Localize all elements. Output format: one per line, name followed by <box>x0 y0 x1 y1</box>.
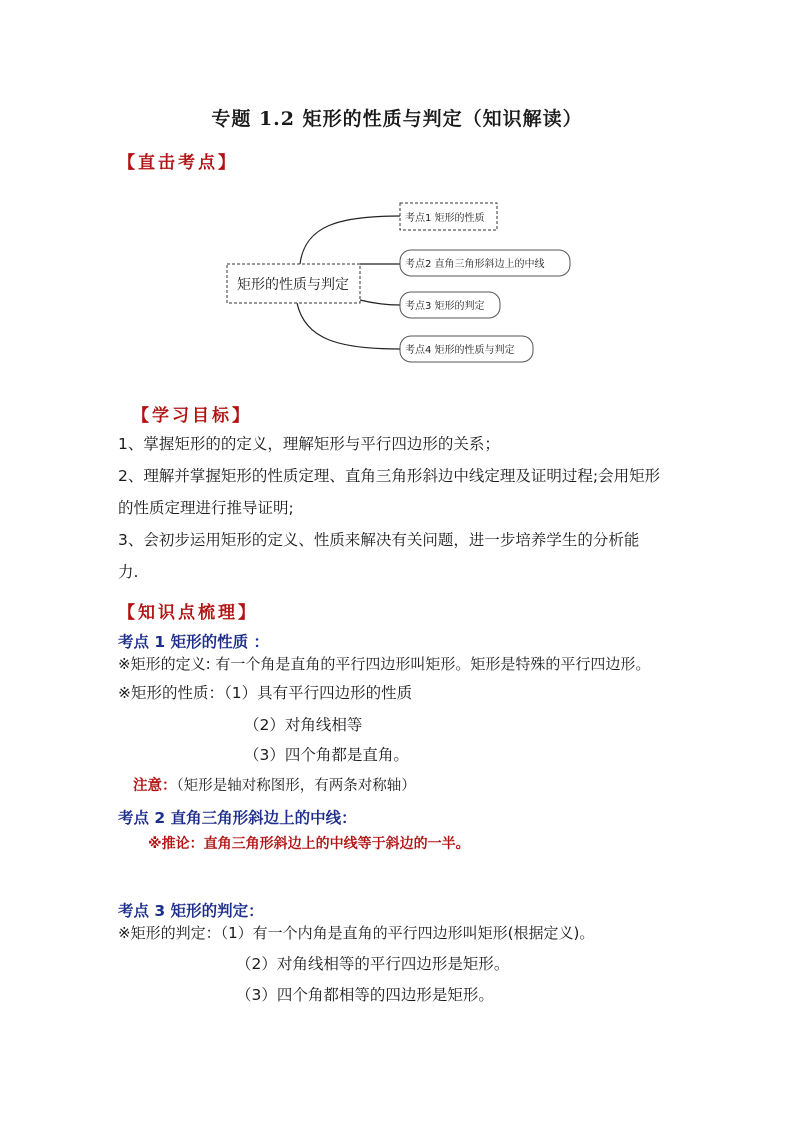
mindmap-branch-label: 考点2 直角三角形斜边上的中线 <box>405 259 545 270</box>
mindmap-branch-label: 考点4 矩形的性质与判定 <box>405 345 515 356</box>
kp3-criterion-2: （2）对角线相等的平行四边形是矩形。 <box>236 955 510 973</box>
goal-line: 2、理解并掌握矩形的性质定理、直角三角形斜边中线定理及证明过程;会用矩形 <box>118 467 661 485</box>
mindmap-branch-label: 考点1 矩形的性质 <box>405 213 485 224</box>
section-exam-points: 【直击考点】 <box>118 153 238 173</box>
kp1-property-2: （2）对角线相等 <box>244 716 363 734</box>
kp1-definition: ※矩形的定义: 有一个角是直角的平行四边形叫矩形。矩形是特殊的平行四边形。 <box>118 655 651 673</box>
goal-line: 力. <box>118 563 139 581</box>
mindmap-center-label: 矩形的性质与判定 <box>237 277 349 293</box>
goal-line: 1、掌握矩形的的定义，理解矩形与平行四边形的关系； <box>118 435 500 453</box>
connector-1 <box>300 216 400 264</box>
kp3-heading: 考点 3 矩形的判定： <box>118 902 264 920</box>
kp3-criterion-1: ※矩形的判定：（1）有一个内角是直角的平行四边形叫矩形(根据定义)。 <box>118 924 595 942</box>
kp3-criterion-3: （3）四个角都相等的四边形是矩形。 <box>236 986 494 1004</box>
note-text: （矩形是轴对称图形，有两条对称轴） <box>176 778 416 794</box>
goal-line: 的性质定理进行推导证明; <box>118 499 294 517</box>
connector-4 <box>297 303 400 349</box>
section-knowledge: 【知识点梳理】 <box>118 603 258 623</box>
connector-3 <box>360 300 400 305</box>
kp1-property-3: （3）四个角都是直角。 <box>244 746 409 764</box>
kp1-note <box>133 779 416 794</box>
mindmap <box>0 0 794 380</box>
note-label: 注意： <box>133 778 177 794</box>
page-title: 专题 1.2 矩形的性质与判定（知识解读） <box>211 108 583 130</box>
goal-line: 3、会初步运用矩形的定义、性质来解决有关问题，进一步培养学生的分析能 <box>118 531 640 549</box>
kp2-heading: 考点 2 直角三角形斜边上的中线： <box>118 809 357 827</box>
kp1-heading: 考点 1 矩形的性质 ： <box>118 633 269 651</box>
kp1-property-1: ※矩形的性质：（1）具有平行四边形的性质 <box>118 684 413 702</box>
mindmap-branch-label: 考点3 矩形的判定 <box>405 301 485 312</box>
kp2-inference: ※推论：直角三角形斜边上的中线等于斜边的一半。 <box>148 836 470 852</box>
section-learning-goals: 【学习目标】 <box>132 406 252 426</box>
